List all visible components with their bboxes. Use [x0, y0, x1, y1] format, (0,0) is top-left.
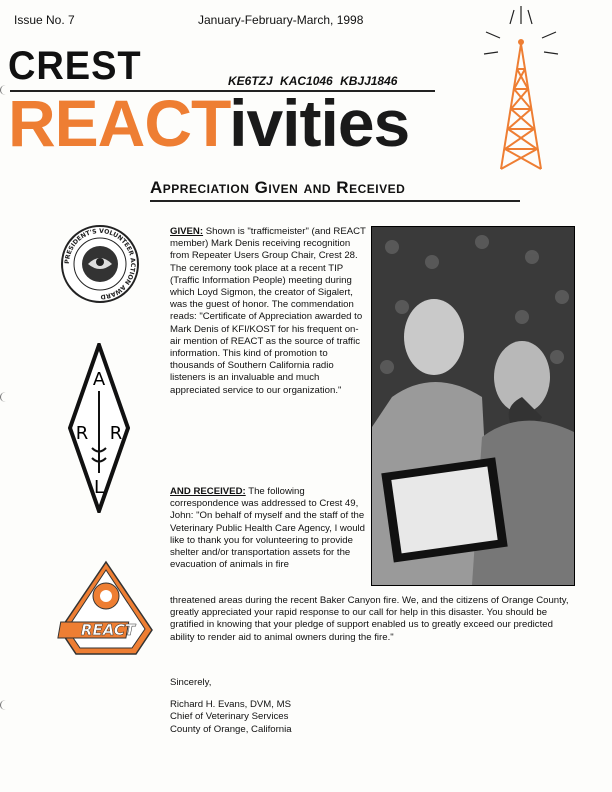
received-paragraph-continued: threatened areas during the recent Baker Canyon fire. We, and the citizens of Orange County, greatly appreciated your rapid response to our call for help in this disaster. You should be gratified in knowing that your pledge of support enabled us to greatly exceed our predicted ability to render aid to animal owners during the fire.": [170, 595, 569, 643]
binder-hole-mark: [0, 85, 11, 95]
title-ivities: ivities: [229, 86, 410, 160]
given-text: Shown is "trafficmeister" (and REACT member) Mark Denis receiving recognition from Repeater Users Group Chair, Crest 28. The ceremony took place at a recent TIP (Traffic Information People) meeting during which Loyd Sigmon, the creator of Sigalert, was the guest of honor. The commendation reads: "Certificate of Appreciation awarded to Mark Denis of KFI/KOST for his frequent on-air mention of REACT as the source of traffic information. This kind of promotion to thousands of Southern California radio listeners is an invaluable and much appreciated service to our organization.": [170, 226, 366, 396]
callsign: KBJJ1846: [340, 74, 398, 88]
binder-hole-mark: [0, 700, 11, 710]
radio-tower-icon: [476, 4, 566, 174]
newsletter-title: [8, 88, 409, 158]
received-label: AND RECEIVED:: [170, 486, 246, 497]
presidential-seal-icon: [60, 224, 140, 304]
binder-hole-mark: [0, 392, 11, 402]
arrl-letter: A: [92, 369, 106, 390]
arrl-letter: R: [75, 423, 89, 444]
arrl-diamond-icon: [68, 343, 130, 513]
signature-title: Chief of Veterinary Services: [170, 711, 289, 723]
arrl-letter: L: [93, 477, 105, 498]
award-photo: [371, 226, 575, 586]
received-paragraph: [170, 486, 366, 571]
react-logo-text: REACT: [80, 621, 136, 639]
given-label: GIVEN:: [170, 226, 204, 237]
closing: Sincerely,: [170, 677, 212, 688]
issue-number: Issue No. 7: [14, 13, 75, 27]
signature-block: [170, 677, 430, 736]
received-text: The following correspondence was addressed to Crest 49, John: "On behalf of myself and the staff of the Veterinary Public Health Care Agency, I would like to thank you for volunteering to provide shelter and/or transportation assets for the evacuation of animals in fire: [170, 486, 365, 571]
signature-name: Richard H. Evans, DVM, MS: [170, 699, 292, 711]
article-headline: Appreciation Given and Received: [150, 178, 406, 197]
issue-date: January-February-March, 1998: [198, 13, 364, 27]
callsign: KE6TZJ: [228, 74, 273, 88]
title-react: REACT: [8, 86, 230, 160]
seal-text: PRESIDENT'S VOLUNTEER ACTION AWARD: [63, 227, 137, 301]
arrl-letter: R: [109, 423, 123, 444]
react-logo-icon: [56, 558, 156, 658]
crest-wordmark: CREST: [8, 44, 142, 88]
given-paragraph: [170, 226, 366, 397]
callsign: KAC1046: [280, 74, 333, 88]
signature-org: County of Orange, California: [170, 723, 292, 735]
photo-illustration-icon: [372, 227, 574, 585]
headline-rule: [150, 200, 520, 202]
